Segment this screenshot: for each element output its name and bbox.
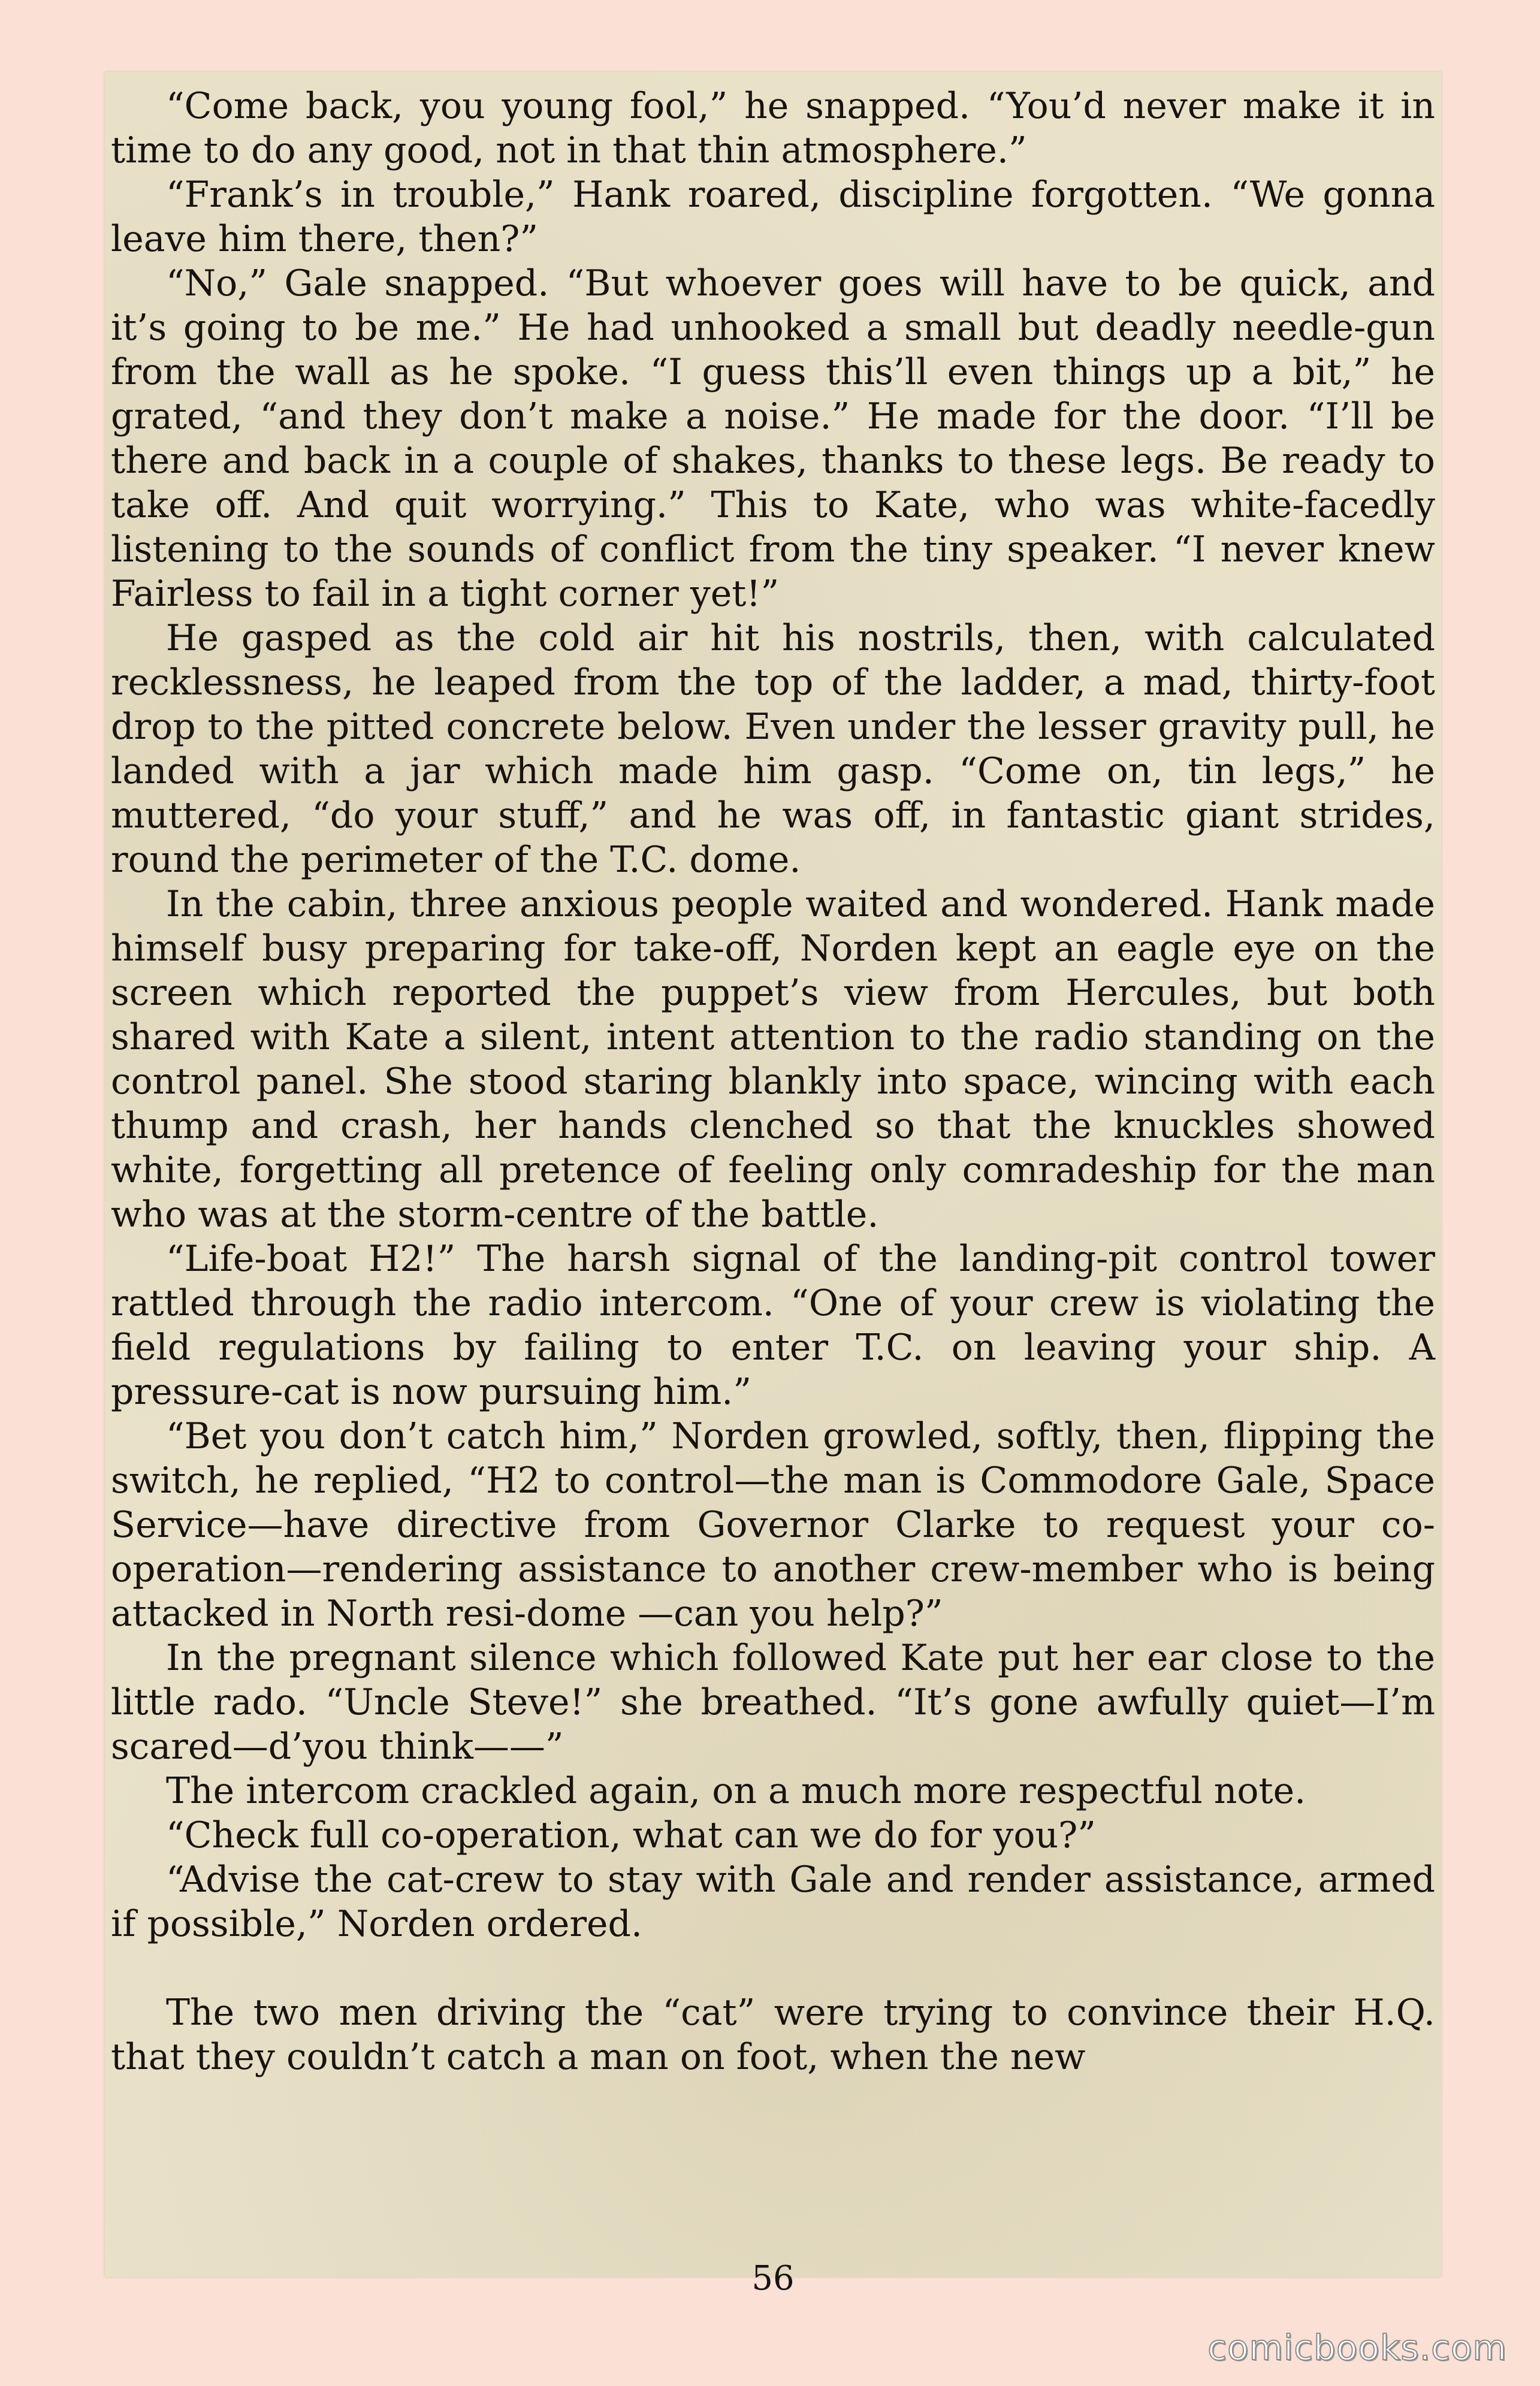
paragraph: He gasped as the cold air hit his nostrils, then, with calculated recklessness, he leaped from the top of the ladder, a mad, thirty-foot drop to the pitted concrete below. Even under the lesser gravity pull, he landed with a jar which made him gasp. “Come on, tin legs,” he muttered, “do your stuff,” and he was off, in fantastic giant strides, round the perimeter of the T.C. dome.	[111, 617, 1435, 881]
watermark: comicbooks.com	[1207, 2327, 1507, 2368]
paragraph: “Frank’s in trouble,” Hank roared, discipline forgotten. “We gonna leave him there, then?”	[111, 174, 1435, 260]
paragraph: “No,” Gale snapped. “But whoever goes will have to be quick, and it’s going to be me.” He had unhooked a small but deadly needle-gun from the wall as he spoke. “I guess this’ll even things up a bit,” he grated, “and they don’t make a noise.” He made for the door. “I’ll be there and back in a couple of shakes, thanks to these legs. Be ready to take off. And quit worrying.” This to Kate, who was white-facedly listening to the sounds of conflict from the tiny speaker. “I never knew Fairless to fail in a tight corner yet!”	[111, 262, 1435, 615]
paragraph: The intercom crackled again, on a much more respectful note.	[166, 1770, 1306, 1812]
paragraph: “Advise the cat-crew to stay with Gale and render assistance, armed if possible,” Norden ordered.	[111, 1859, 1435, 1945]
paragraph: The two men driving the “cat” were trying to convince their H.Q. that they couldn’t catch a man on foot, when the new	[111, 1992, 1435, 2078]
body-text	[111, 84, 1435, 2079]
paragraph: “Come back, you young fool,” he snapped. “You’d never make it in time to do any good, not in that thin atmosphere.”	[111, 85, 1435, 171]
paragraph: In the pregnant silence which followed Kate put her ear close to the little rado. “Uncle Steve!” she breathed. “It’s gone awfully quiet—I’m scared—d’you think——”	[111, 1637, 1435, 1768]
page-number: 56	[751, 2259, 795, 2298]
book-page	[105, 72, 1441, 2298]
paragraph: “Check full co-operation, what can we do for you?”	[166, 1814, 1096, 1856]
paragraph: In the cabin, three anxious people waited and wondered. Hank made himself busy preparing for take-off, Norden kept an eagle eye on the screen which reported the puppet’s view from Hercules, but both shared with Kate a silent, intent attention to the radio standing on the control panel. She stood staring blankly into space, wincing with each thump and crash, her hands clenched so that the knuckles showed white, forgetting all pretence of feeling only comradeship for the man who was at the storm-centre of the battle.	[111, 883, 1435, 1236]
paragraph: “Bet you don’t catch him,” Norden growled, softly, then, flipping the switch, he replied, “H2 to control—the man is Commodore Gale, Space Service—have directive from Governor Clarke to request your co-operation—rendering assistance to another crew-member who is being attacked in North resi-dome —can you help?”	[111, 1415, 1435, 1635]
paragraph: “Life-boat H2!” The harsh signal of the landing-pit control tower rattled through the radio intercom. “One of your crew is violating the field regulations by failing to enter T.C. on leaving your ship. A pressure-cat is now pursuing him.”	[111, 1238, 1435, 1413]
